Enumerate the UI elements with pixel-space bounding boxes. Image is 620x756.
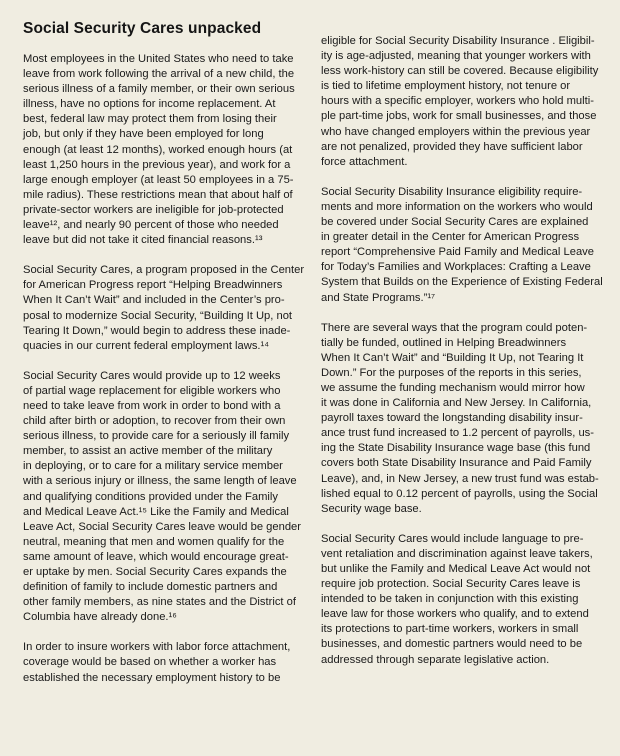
text-line: ing the State Disability Insurance wage base (this fund [321, 442, 591, 455]
text-line: payroll taxes toward the longstanding disability insur- [321, 412, 583, 425]
text-line: its protections to part-time workers, workers in small [321, 623, 579, 636]
text-line: report “Comprehensive Paid Family and Medical Leave [321, 246, 594, 259]
text-line: child after birth or adoption, to recover from their own [23, 415, 286, 428]
text-line: eligible for Social Security Disability Insurance . Eligibil- [321, 35, 595, 47]
text-line: force attachment. [321, 155, 408, 168]
text-line: leave from work following the arrival of a new child, the [23, 68, 295, 81]
paragraph [23, 52, 300, 248]
text-line: Security wage base. [321, 502, 422, 515]
right-column [321, 34, 603, 701]
paragraph [321, 34, 598, 170]
text-line: Most employees in the United States who need to take [23, 53, 294, 65]
text-line: ance trust fund increased to 1.2 percent of payrolls, us- [321, 427, 595, 440]
text-line: other family members, as nine states and the District of [23, 596, 296, 609]
text-line: definition of family to include domestic partners and [23, 581, 278, 594]
text-line: who have changed employers within the previous year [321, 125, 591, 138]
text-line: serious illness of a family member, or their own serious [23, 83, 295, 96]
text-line: posal to modernize Social Security, “Building It Up, not [23, 309, 293, 322]
text-line: Down.” For the purposes of the reports in this series, [321, 366, 582, 379]
text-line: be covered under Social Security Cares are explained [321, 216, 589, 229]
text-line: Leave), and, in New Jersey, a new trust fund was estab- [321, 472, 599, 485]
body-columns [23, 35, 603, 701]
text-line: There are several ways that the program could poten- [321, 321, 588, 334]
text-line: intended to be taken in conjunction with this existing [321, 593, 579, 606]
text-line: ments and more information on the workers who would [321, 200, 593, 213]
text-line: illness, have no options for income replacement. At [23, 98, 276, 111]
text-line: er uptake by men. Social Security Cares expands the [23, 566, 287, 578]
text-line: Social Security Cares would provide up to 12 weeks [23, 369, 281, 382]
text-line: large enough employer (at least 50 employees in a 75- [23, 173, 294, 186]
text-line: Columbia have already done.¹⁶ [23, 611, 177, 624]
text-line: leave¹², and nearly 90 percent of those who needed [23, 219, 279, 232]
text-line: covers both State Disability Insurance and Paid Family [321, 457, 592, 470]
text-line: of partial wage replacement for eligible workers who [23, 384, 281, 397]
text-line: leave law for those workers who qualify, and to extend [321, 608, 589, 621]
text-line: it was done in California and New Jersey. In California, [321, 397, 592, 410]
text-line: Tearing It Down,” would begin to address these inade- [23, 324, 291, 337]
text-line: need to take leave from work in order to bond with a [23, 399, 281, 412]
text-line: hours with a specific employer, workers who hold multi- [321, 95, 594, 108]
text-line: are not penalized, provided they have sufficient labor [321, 140, 583, 153]
text-line: serious illness, to provide care for a seriously ill family [23, 430, 290, 443]
text-line: Social Security Cares would include language to pre- [321, 532, 584, 545]
text-line: we assume the funding mechanism would mirror how [321, 381, 585, 394]
text-line: In order to insure workers with labor force attachment, [23, 641, 291, 654]
text-line: in deploying, or to care for a military service member [23, 460, 283, 473]
text-line: tially be funded, outlined in Helping Breadwinners [321, 336, 567, 349]
text-line: businesses, and domestic partners would need to be [321, 638, 583, 651]
paragraph [23, 640, 300, 685]
text-line: enough (at least 12 months), worked enough hours (at [23, 143, 293, 156]
text-line: Social Security Cares, a program proposed in the Center [23, 264, 305, 277]
text-line: least 1,250 hours in the previous year), and work for a [23, 158, 291, 171]
text-line: neutral, meaning that men and women qualify for the [23, 535, 285, 548]
paragraph [321, 321, 598, 517]
text-line: with a serious injury or illness, the same length of leave [23, 475, 297, 488]
text-line: coverage would be based on whether a worker has [23, 656, 277, 669]
left-column [23, 52, 305, 701]
text-line: but unlike the Family and Medical Leave Act would not [321, 563, 591, 575]
text-line: lished equal to 0.12 percent of payrolls, using the Social [321, 487, 598, 500]
text-line: When It Can’t Wait” and included in the Center’s pro- [23, 294, 285, 307]
text-line: established the necessary employment history to be [23, 671, 281, 684]
text-line: Leave Act, Social Security Cares leave would be gender [23, 520, 301, 533]
text-line: System that Builds on the Experience of Existing Federal [321, 276, 603, 289]
text-line: less work-history can still be covered. Because eligibility [321, 65, 599, 78]
paragraph [23, 263, 305, 354]
text-line: and State Programs.”¹⁷ [321, 291, 436, 304]
text-line: When It Can’t Wait” and “Building It Up, not Tearing It [321, 351, 584, 364]
text-line: and qualifying conditions provided under the Family [23, 490, 278, 503]
text-line: addressed through separate legislative action. [321, 653, 550, 666]
paragraph [321, 185, 603, 306]
text-line: require job protection. Social Security Cares leave is [321, 578, 581, 591]
text-line: private-sector workers are ineligible for job-protected [23, 203, 284, 216]
text-line: best, federal law may protect them from losing their [23, 113, 277, 126]
text-line: vent retaliation and discrimination against leave takers, [321, 547, 593, 560]
paragraph [321, 532, 598, 668]
text-line: same amount of leave, which would encourage great- [23, 550, 289, 563]
page-title: Social Security Cares unpacked [23, 20, 262, 37]
text-line: for American Progress report “Helping Breadwinners [23, 279, 283, 292]
text-line: Social Security Disability Insurance eligibility require- [321, 185, 583, 198]
text-line: mile radius). These restrictions mean that about half of [23, 188, 293, 201]
text-line: is tied to lifetime employment history, not tenure or [321, 80, 571, 93]
text-line: and Medical Leave Act.¹⁵ Like the Family and Medical [23, 505, 289, 518]
text-line: job, but only if they have been employed for long [23, 128, 264, 141]
text-line: member, to assist an active member of the military [23, 445, 273, 458]
text-line: for Today’s Families and Workplaces: Crafting a Leave [321, 261, 591, 274]
text-line: in greater detail in the Center for American Progress [321, 231, 580, 244]
text-line: ity is age-adjusted, meaning that younger workers with [321, 50, 591, 63]
text-line: leave but did not take it cited financial reasons.¹³ [23, 234, 263, 247]
paragraph [23, 369, 300, 626]
text-line: ple part-time jobs, work for small businesses, and those [321, 110, 597, 123]
text-line: quacies in our current federal employment laws.¹⁴ [23, 339, 270, 352]
